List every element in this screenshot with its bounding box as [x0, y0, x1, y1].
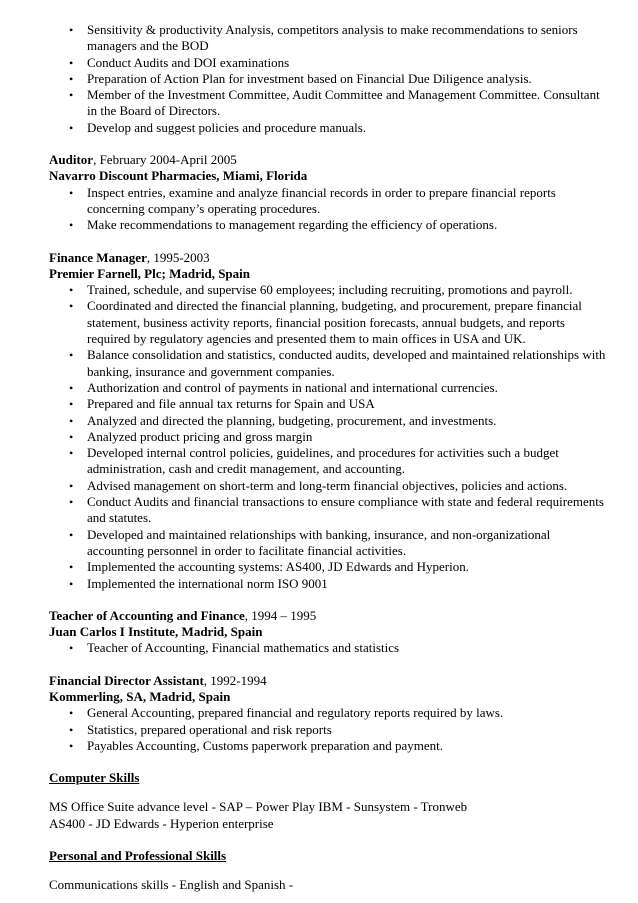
list-item: • Member of the Investment Committee, Audit Committee and Management Committee. Consultant in the Board of Directors. [87, 87, 608, 120]
list-item: • Analyzed product pricing and gross margin [87, 429, 608, 445]
computer-skills-section [49, 770, 608, 832]
job-bullet-list [49, 705, 608, 754]
list-item: • Analyzed and directed the planning, budgeting, procurement, and investments. [87, 413, 608, 429]
job-heading [49, 250, 608, 266]
personal-skills-section [49, 848, 608, 894]
job-heading [49, 152, 608, 168]
list-item: • Preparation of Action Plan for investment based on Financial Due Diligence analysis. [87, 71, 608, 87]
list-item: • Implemented the international norm ISO 9001 [87, 576, 608, 592]
list-item: • Conduct Audits and financial transactions to ensure compliance with state and federal requirements and statutes. [87, 494, 608, 527]
skills-line: AS400 - JD Edwards - Hyperion enterprise [49, 815, 274, 831]
list-item: • Sensitivity & productivity Analysis, competitors analysis to make recommendations to seniors managers and the BOD [87, 22, 608, 55]
job-entry-financial-director-assistant [49, 673, 608, 754]
job-dates: , 1994 – 1995 [244, 607, 317, 623]
skills-line: MS Office Suite advance level - SAP – Power Play IBM - Sunsystem - Tronweb [49, 799, 468, 815]
list-item: • Coordinated and directed the financial planning, budgeting, and procurement, prepare financial statement, business activity reports, financial position forecasts, annual budgets, and reports required by regulatory agencies and presented them to main offices in USA and UK. [87, 298, 608, 347]
job-title: Financial Director Assistant [49, 672, 204, 688]
list-item: • Advised management on short-term and long-term financial objectives, policies and actions. [87, 478, 608, 494]
list-item: • Developed internal control policies, guidelines, and procedures for activities such a budget administration, cash and credit management, and accounting. [87, 445, 608, 478]
list-item: • Developed and maintained relationships with banking, insurance, and non-organizational accounting personnel in order to facilitate financial activities. [87, 527, 608, 560]
job-bullet-list [49, 185, 608, 234]
list-item: • Implemented the accounting systems: AS400, JD Edwards and Hyperion. [87, 559, 608, 575]
section-heading: Personal and Professional Skills [49, 848, 227, 864]
job-title: Finance Manager [49, 249, 147, 265]
job-dates: , February 2004-April 2005 [93, 152, 237, 168]
list-item: • Prepared and file annual tax returns for Spain and USA [87, 396, 608, 412]
job-title: Teacher of Accounting and Finance [49, 607, 245, 623]
job-title: Auditor [49, 152, 94, 168]
job-dates: , 1992-1994 [203, 672, 267, 688]
job-bullet-list [49, 282, 608, 592]
list-item: • Balance consolidation and statistics, conducted audits, developed and maintained relationships with banking, insurance and government companies. [87, 347, 608, 380]
list-item: • Trained, schedule, and supervise 60 employees; including recruiting, promotions and payroll. [87, 282, 608, 298]
section-heading: Computer Skills [49, 770, 140, 786]
job-bullet-list [49, 640, 608, 656]
job-heading [49, 673, 608, 689]
list-item: • Statistics, prepared operational and risk reports [87, 722, 608, 738]
list-item: • Make recommendations to management regarding the efficiency of operations. [87, 217, 608, 233]
intro-bullet-list [49, 22, 608, 136]
list-item: • Payables Accounting, Customs paperwork preparation and payment. [87, 738, 608, 754]
employer-name: Premier Farnell, Plc; Madrid, Spain [49, 265, 250, 281]
list-item: • General Accounting, prepared financial and regulatory reports required by laws. [87, 705, 608, 721]
job-entry-auditor [49, 152, 608, 233]
list-item: • Teacher of Accounting, Financial mathematics and statistics [87, 640, 608, 656]
list-item: • Authorization and control of payments in national and international currencies. [87, 380, 608, 396]
skills-line: Communications skills - English and Spanish - [49, 877, 294, 893]
job-entry-finance-manager [49, 250, 608, 592]
job-heading [49, 608, 608, 624]
employer-name: Navarro Discount Pharmacies, Miami, Florida [49, 168, 308, 184]
list-item: • Develop and suggest policies and procedure manuals. [87, 120, 608, 136]
employer-name: Kommerling, SA, Madrid, Spain [49, 688, 231, 704]
job-entry-teacher [49, 608, 608, 657]
list-item: • Inspect entries, examine and analyze financial records in order to prepare financial reports concerning company’s operating procedures. [87, 185, 608, 218]
job-dates: , 1995-2003 [146, 249, 210, 265]
employer-name: Juan Carlos I Institute, Madrid, Spain [49, 624, 263, 640]
list-item: • Conduct Audits and DOI examinations [87, 55, 608, 71]
